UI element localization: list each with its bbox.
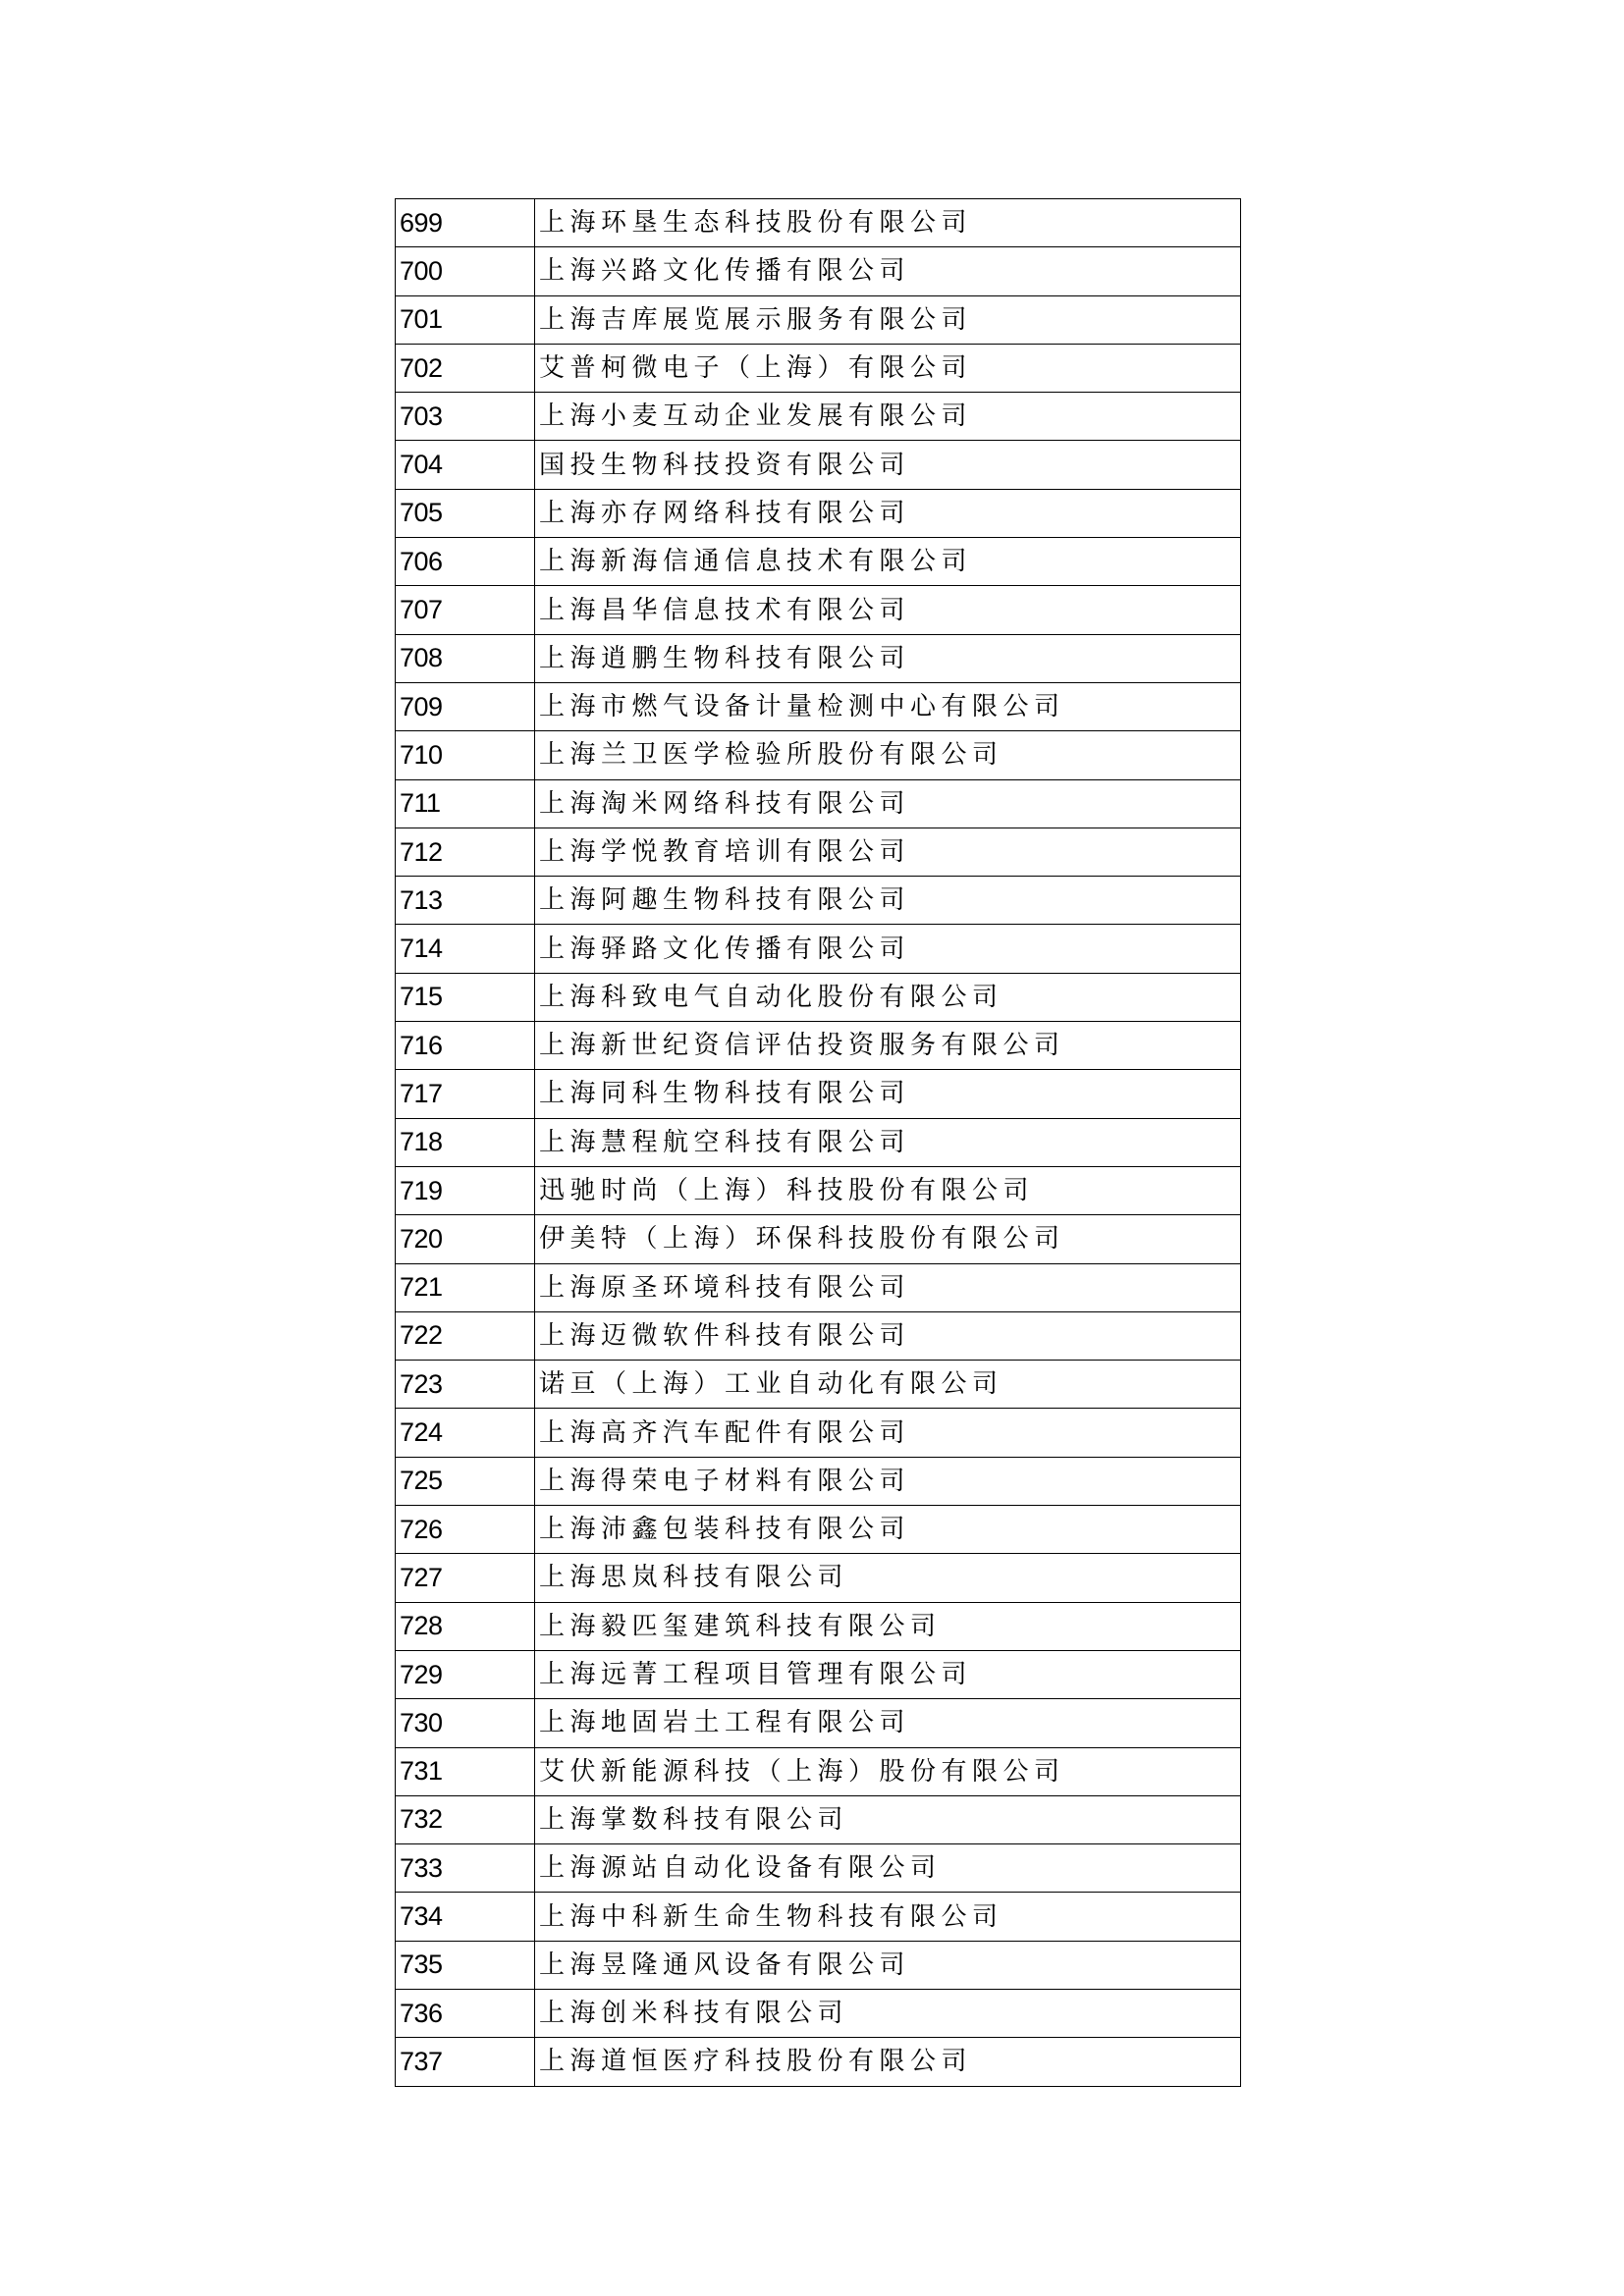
company-name-cell: 上海亦存网络科技有限公司: [535, 489, 1241, 537]
company-name-cell: 上海中科新生命生物科技有限公司: [535, 1893, 1241, 1941]
table-row: [396, 682, 1241, 730]
company-name-cell: 上海高齐汽车配件有限公司: [535, 1409, 1241, 1457]
row-number-cell: 709: [396, 682, 535, 730]
table-row: [396, 925, 1241, 973]
row-number-cell: 713: [396, 877, 535, 925]
company-name-cell: 上海创米科技有限公司: [535, 1989, 1241, 2037]
company-name-cell: 上海源站自动化设备有限公司: [535, 1844, 1241, 1893]
company-name-cell: 上海兰卫医学检验所股份有限公司: [535, 731, 1241, 779]
company-name-cell: 上海同科生物科技有限公司: [535, 1070, 1241, 1118]
row-number-cell: 732: [396, 1795, 535, 1843]
row-number-cell: 726: [396, 1506, 535, 1554]
table-row: [396, 1409, 1241, 1457]
table-row: [396, 1506, 1241, 1554]
table-row: [396, 1941, 1241, 1989]
row-number-cell: 700: [396, 247, 535, 295]
company-name-cell: 上海思岚科技有限公司: [535, 1554, 1241, 1602]
company-list-table: [395, 198, 1241, 2087]
row-number-cell: 733: [396, 1844, 535, 1893]
company-name-cell: 上海淘米网络科技有限公司: [535, 779, 1241, 828]
company-name-cell: 上海得荣电子材料有限公司: [535, 1457, 1241, 1505]
company-name-cell: 上海毅匹玺建筑科技有限公司: [535, 1602, 1241, 1650]
table-row: [396, 1215, 1241, 1263]
table-row: [396, 1311, 1241, 1360]
company-name-cell: 上海昱隆通风设备有限公司: [535, 1941, 1241, 1989]
row-number-cell: 724: [396, 1409, 535, 1457]
company-name-cell: 上海沛鑫包装科技有限公司: [535, 1506, 1241, 1554]
row-number-cell: 705: [396, 489, 535, 537]
table-row: [396, 1118, 1241, 1166]
company-name-cell: 诺亘（上海）工业自动化有限公司: [535, 1361, 1241, 1409]
table-row: [396, 634, 1241, 682]
row-number-cell: 727: [396, 1554, 535, 1602]
row-number-cell: 729: [396, 1650, 535, 1698]
row-number-cell: 712: [396, 828, 535, 876]
table-row: [396, 441, 1241, 489]
row-number-cell: 734: [396, 1893, 535, 1941]
company-name-cell: 上海逍鹏生物科技有限公司: [535, 634, 1241, 682]
row-number-cell: 711: [396, 779, 535, 828]
company-name-cell: 上海小麦互动企业发展有限公司: [535, 393, 1241, 441]
table-row: [396, 1457, 1241, 1505]
row-number-cell: 722: [396, 1311, 535, 1360]
table-row: [396, 1650, 1241, 1698]
company-name-cell: 上海阿趣生物科技有限公司: [535, 877, 1241, 925]
row-number-cell: 720: [396, 1215, 535, 1263]
table-body: [396, 199, 1241, 2087]
company-name-cell: 上海地固岩土工程有限公司: [535, 1699, 1241, 1747]
row-number-cell: 736: [396, 1989, 535, 2037]
company-name-cell: 上海迈微软件科技有限公司: [535, 1311, 1241, 1360]
row-number-cell: 706: [396, 538, 535, 586]
row-number-cell: 717: [396, 1070, 535, 1118]
row-number-cell: 707: [396, 586, 535, 634]
table-row: [396, 1166, 1241, 1214]
row-number-cell: 716: [396, 1022, 535, 1070]
table-row: [396, 489, 1241, 537]
row-number-cell: 701: [396, 295, 535, 344]
company-name-cell: 上海市燃气设备计量检测中心有限公司: [535, 682, 1241, 730]
company-name-cell: 上海道恒医疗科技股份有限公司: [535, 2038, 1241, 2086]
table-row: [396, 1361, 1241, 1409]
company-name-cell: 上海吉库展览展示服务有限公司: [535, 295, 1241, 344]
company-name-cell: 国投生物科技投资有限公司: [535, 441, 1241, 489]
row-number-cell: 728: [396, 1602, 535, 1650]
company-name-cell: 迅驰时尚（上海）科技股份有限公司: [535, 1166, 1241, 1214]
company-name-cell: 上海新海信通信息技术有限公司: [535, 538, 1241, 586]
row-number-cell: 731: [396, 1747, 535, 1795]
table-row: [396, 731, 1241, 779]
company-list-table-wrapper: [395, 198, 1240, 2087]
table-row: [396, 1022, 1241, 1070]
table-row: [396, 344, 1241, 392]
table-row: [396, 295, 1241, 344]
table-row: [396, 1699, 1241, 1747]
company-name-cell: 艾普柯微电子（上海）有限公司: [535, 344, 1241, 392]
table-row: [396, 1070, 1241, 1118]
company-name-cell: 上海科致电气自动化股份有限公司: [535, 973, 1241, 1021]
table-row: [396, 199, 1241, 247]
row-number-cell: 699: [396, 199, 535, 247]
table-row: [396, 538, 1241, 586]
table-row: [396, 393, 1241, 441]
row-number-cell: 702: [396, 344, 535, 392]
table-row: [396, 1989, 1241, 2037]
table-row: [396, 973, 1241, 1021]
row-number-cell: 708: [396, 634, 535, 682]
row-number-cell: 723: [396, 1361, 535, 1409]
company-name-cell: 上海新世纪资信评估投资服务有限公司: [535, 1022, 1241, 1070]
table-row: [396, 247, 1241, 295]
row-number-cell: 719: [396, 1166, 535, 1214]
company-name-cell: 上海远菁工程项目管理有限公司: [535, 1650, 1241, 1698]
table-row: [396, 1554, 1241, 1602]
company-name-cell: 上海环垦生态科技股份有限公司: [535, 199, 1241, 247]
table-row: [396, 828, 1241, 876]
company-name-cell: 上海昌华信息技术有限公司: [535, 586, 1241, 634]
table-row: [396, 1602, 1241, 1650]
row-number-cell: 725: [396, 1457, 535, 1505]
table-row: [396, 1844, 1241, 1893]
table-row: [396, 877, 1241, 925]
row-number-cell: 730: [396, 1699, 535, 1747]
company-name-cell: 上海慧程航空科技有限公司: [535, 1118, 1241, 1166]
row-number-cell: 718: [396, 1118, 535, 1166]
row-number-cell: 703: [396, 393, 535, 441]
company-name-cell: 上海掌数科技有限公司: [535, 1795, 1241, 1843]
company-name-cell: 上海原圣环境科技有限公司: [535, 1263, 1241, 1311]
table-row: [396, 1893, 1241, 1941]
table-row: [396, 1747, 1241, 1795]
table-row: [396, 1263, 1241, 1311]
company-name-cell: 上海学悦教育培训有限公司: [535, 828, 1241, 876]
company-name-cell: 伊美特（上海）环保科技股份有限公司: [535, 1215, 1241, 1263]
row-number-cell: 714: [396, 925, 535, 973]
row-number-cell: 715: [396, 973, 535, 1021]
table-row: [396, 779, 1241, 828]
row-number-cell: 721: [396, 1263, 535, 1311]
company-name-cell: 上海兴路文化传播有限公司: [535, 247, 1241, 295]
row-number-cell: 735: [396, 1941, 535, 1989]
row-number-cell: 710: [396, 731, 535, 779]
row-number-cell: 704: [396, 441, 535, 489]
company-name-cell: 艾伏新能源科技（上海）股份有限公司: [535, 1747, 1241, 1795]
company-name-cell: 上海驿路文化传播有限公司: [535, 925, 1241, 973]
table-row: [396, 586, 1241, 634]
table-row: [396, 1795, 1241, 1843]
row-number-cell: 737: [396, 2038, 535, 2086]
table-row: [396, 2038, 1241, 2086]
